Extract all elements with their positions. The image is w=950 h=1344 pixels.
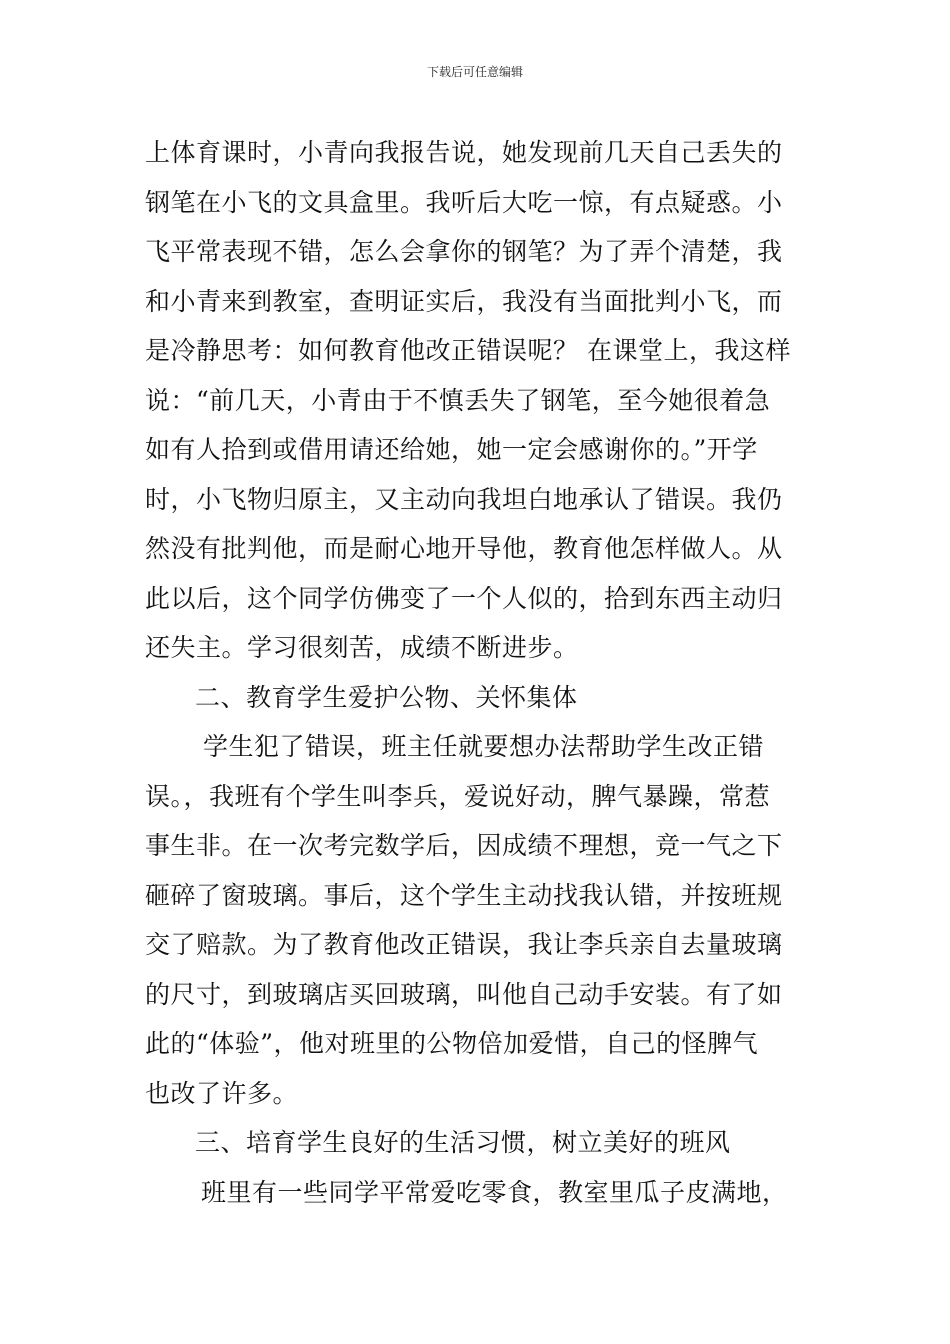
text-line: 砸碎了窗玻璃。事后，这个学生主动找我认错，并按班规 — [145, 880, 783, 910]
text-line: 然没有批判他，而是耐心地开导他，教育他怎样做人。从 — [145, 534, 783, 563]
section-heading: 三、培育学生良好的生活习惯，树立美好的班风 — [195, 1128, 731, 1157]
text-line: 如有人拾到或借用请还给她，她一定会感谢你的。”开学 — [145, 435, 758, 464]
text-line: 的尺寸，到玻璃店买回玻璃，叫他自己动手安装。有了如 — [145, 979, 783, 1009]
text-line: 事生非。在一次考完数学后，因成绩不理想，竞一气之下 — [145, 831, 783, 860]
text-line: 和小青来到教室，查明证实后，我没有当面批判小飞，而 — [145, 286, 783, 316]
text-line: 班里有一些同学平常爱吃零食，教室里瓜子皮满地， — [201, 1177, 788, 1207]
text-line: 钢笔在小飞的文具盒里。我听后大吃一惊，有点疑惑。小 — [145, 187, 783, 217]
text-line: 交了赔款。为了教育他改正错误，我让李兵亲自去量玻璃 — [145, 930, 783, 959]
text-line: 时，小飞物归原主，又主动向我坦白地承认了错误。我仍 — [145, 484, 783, 514]
page-header: 下载后可任意编辑 — [426, 65, 523, 79]
text-line: 也改了许多。 — [145, 1078, 299, 1108]
section-heading: 二、教育学生爱护公物、关怀集体 — [195, 682, 578, 712]
text-line: 学生犯了错误，班主任就要想办法帮助学生改正错 — [203, 732, 765, 761]
text-line: 说：“前几天，小青由于不慎丢失了钢笔，至今她很着急 — [145, 385, 771, 415]
text-line: 此以后，这个同学仿佛变了一个人似的，拾到东西主动归 — [145, 583, 783, 613]
document-body — [145, 128, 815, 1217]
text-line: 还失主。学习很刻苦，成绩不断进步。 — [145, 633, 579, 662]
text-line: 飞平常表现不错，怎么会拿你的钢笔？为了弄个清楚，我 — [145, 237, 783, 266]
text-line: 上体育课时，小青向我报告说，她发现前几天自己丢失的 — [145, 138, 783, 167]
text-line: 是冷静思考：如何教育他改正错误呢？ 在课堂上，我这样 — [145, 336, 791, 365]
text-line: 误。，我班有个学生叫李兵，爱说好动，脾气暴躁，常惹 — [145, 781, 771, 811]
text-line: 此的“体验”，他对班里的公物倍加爱惜，自己的怪脾气 — [145, 1029, 759, 1058]
